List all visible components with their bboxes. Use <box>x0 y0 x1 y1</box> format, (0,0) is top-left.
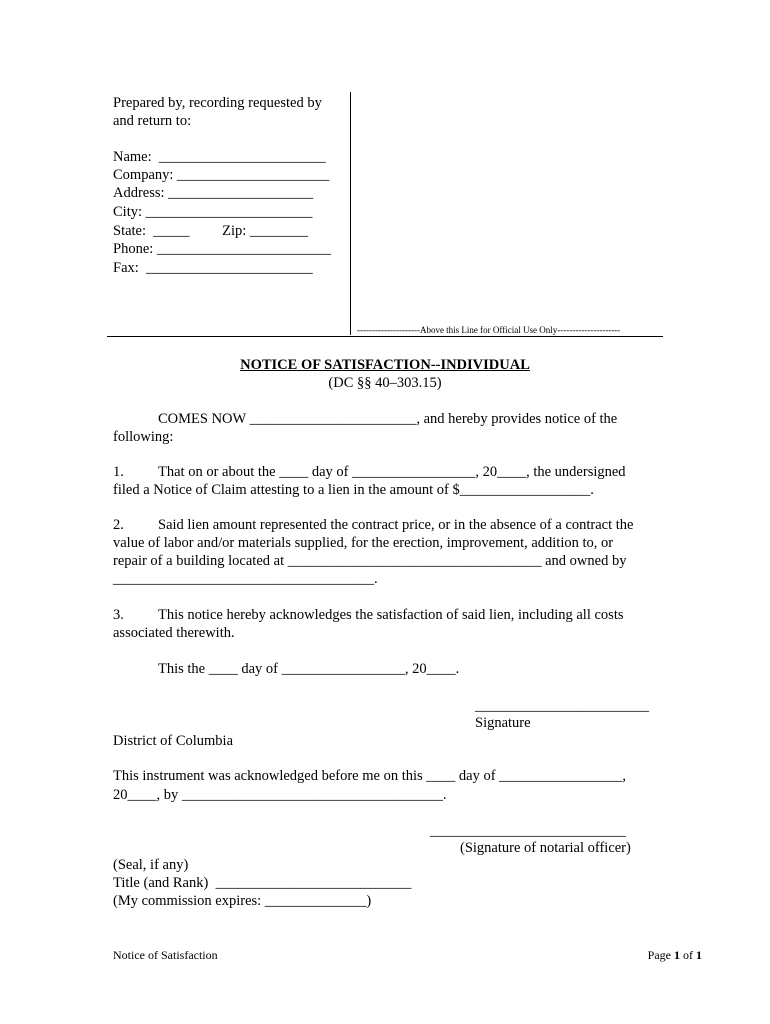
seal-label: (Seal, if any) <box>113 857 189 873</box>
official-use-label: ---------------------Above this Line for Official Use Only--------------------- <box>357 325 621 335</box>
vertical-divider <box>350 92 351 335</box>
signature-line[interactable]: ________________________ <box>475 698 649 714</box>
item2-line2: value of labor and/or materials supplied, for the erection, improvement, addition to, or <box>113 535 614 551</box>
horizontal-divider <box>107 336 663 337</box>
item3-number: 3. <box>113 607 124 623</box>
page-total: 1 <box>696 948 702 962</box>
document-title: NOTICE OF SATISFACTION--INDIVIDUAL <box>240 357 530 373</box>
acknowledgment-line1: This instrument was acknowledged before me on this ____ day of _________________, <box>113 768 627 784</box>
acknowledgment-line2: 20____, by ____________________________________. <box>113 787 447 803</box>
phone-field[interactable]: Phone: ________________________ <box>113 241 331 257</box>
city-field[interactable]: City: _______________________ <box>113 204 313 220</box>
item2-line3: repair of a building located at ___________________________________ and owned by <box>113 553 627 569</box>
state-zip-field[interactable]: State: _____ Zip: ________ <box>113 223 308 239</box>
item2-line4: ____________________________________. <box>113 571 378 587</box>
prepared-by-line2: and return to: <box>113 113 192 129</box>
page-current: 1 <box>674 948 680 962</box>
item3-line2: associated therewith. <box>113 625 235 641</box>
footer-doc-name: Notice of Satisfaction <box>113 948 218 962</box>
item1-line2: filed a Notice of Claim attesting to a lien in the amount of $__________________. <box>113 482 594 498</box>
jurisdiction: District of Columbia <box>113 733 234 749</box>
commission-expires-field[interactable]: (My commission expires: ______________) <box>113 893 372 909</box>
name-field[interactable]: Name: _______________________ <box>113 149 326 165</box>
address-field[interactable]: Address: ____________________ <box>113 185 314 201</box>
item2-number: 2. <box>113 517 124 533</box>
signature-label: Signature <box>475 715 531 731</box>
item1-line1: That on or about the ____ day of _________________, 20____, the undersigned <box>158 464 626 480</box>
comes-now-line2: following: <box>113 429 174 445</box>
footer-page-number <box>648 948 702 962</box>
notary-signature-line[interactable]: ___________________________ <box>430 823 626 839</box>
page-mid: of <box>680 948 696 962</box>
notary-signature-label: (Signature of notarial officer) <box>460 840 631 856</box>
item3-line1: This notice hereby acknowledges the satisfaction of said lien, including all costs <box>158 607 624 623</box>
page-prefix: Page <box>647 948 674 962</box>
title-rank-field[interactable]: Title (and Rank) ___________________________ <box>113 875 412 891</box>
item1-number: 1. <box>113 464 124 480</box>
fax-field[interactable]: Fax: _______________________ <box>113 260 313 276</box>
document-subtitle: (DC §§ 40–303.15) <box>328 375 442 391</box>
dated-line: This the ____ day of _________________, 20____. <box>158 661 460 677</box>
prepared-by-line1: Prepared by, recording requested by <box>113 95 322 111</box>
comes-now-line1: COMES NOW _______________________, and hereby provides notice of the <box>158 411 618 427</box>
item2-line1: Said lien amount represented the contract price, or in the absence of a contract the <box>158 517 634 533</box>
company-field[interactable]: Company: _____________________ <box>113 167 330 183</box>
